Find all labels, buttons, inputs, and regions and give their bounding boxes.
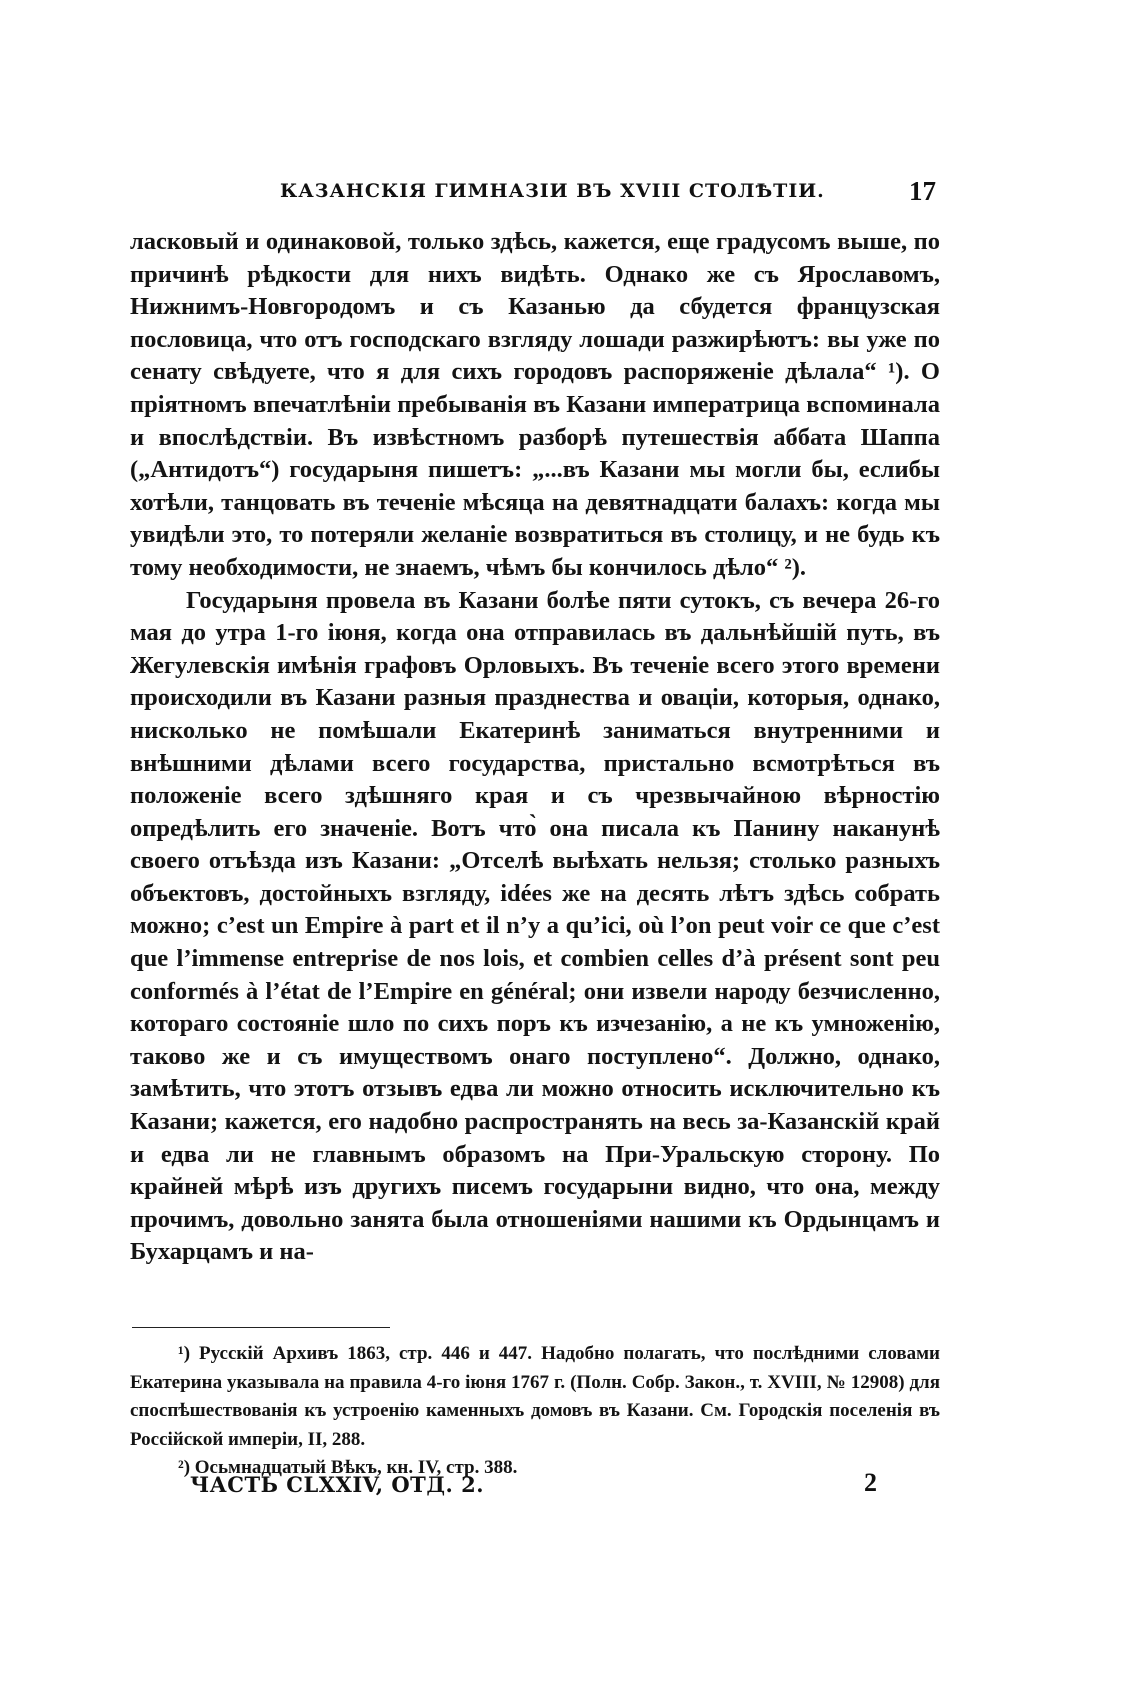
printer-signature: ЧАСТЬ CLXXIV, ОТД. 2. [190,1472,485,1497]
page-number: 17 [909,176,936,206]
footnote: ¹) Русскій Архивъ 1863, стр. 446 и 447. Надобно полагать, что послѣдними словами Екатерина указывала на правила 4-го іюня 1767 г. (Полн. Собр. Закон., т. XVIII, № 12908) для споспѣшествованія къ устроенію каменныхъ домовъ въ Казани. См. Городскія поселенія въ Россійской имперіи, II, 288. [130,1343,940,1450]
page-header [130,176,940,216]
body-text [130,226,940,1269]
footnotes [130,1340,940,1483]
sheet-number: 2 [864,1468,877,1497]
footnote: ²) Осьмнадцатый Вѣкъ, кн. IV, стр. 388. [178,1457,518,1478]
running-title: КАЗАНСКІЯ ГИМНАЗІИ ВЪ XVIII СТОЛѢТІИ. [280,180,825,202]
paragraph: Государыня провела въ Казани болѣе пяти сутокъ, съ вечера 26-го мая до утра 1-го іюня, когда она отправилась въ дальнѣйшій путь, въ Жегулевскія имѣнія графовъ Орловыхъ. Въ теченіе всего этого времени происходили въ Казани разныя празднества и оваціи, которыя, однако, нисколько не помѣшали Екатеринѣ заниматься внутренними и внѣшними дѣлами всего государства, пристально всмотрѣться въ положеніе всего здѣшняго края и съ чрезвычайною вѣрностію опредѣлить его значеніе. Вотъ что̀ она писала къ Панину наканунѣ своего отъѣзда изъ Казани: „Отселѣ выѣхать нельзя; столько разныхъ объектовъ, достойныхъ взгляду, idées же на десять лѣтъ здѣсь собрать можно; c’est un Empire à part et il n’y a qu’ici, où l’on peut voir ce que c’est que l’immense entreprise de nos lois, et combien celles d’à présent sont peu conformés à l’état de l’Empire en général; они извели народу безчисленно, котораго состояніе шло по сихъ поръ къ изчезанію, а не къ умноженію, таково же и съ имуществомъ онаго поступлено“. Должно, однако, замѣтить, что этотъ отзывъ едва ли можно относить исключительно къ Казани; кажется, его надобно распространять на весь за-Казанскій край и едва ли не главнымъ образомъ на При-Уральскую сторону. По крайней мѣрѣ изъ другихъ писемъ государыни видно, что она, между прочимъ, довольно занята была отношеніями нашими къ Ордынцамъ и Бухарцамъ и на- [130,586,940,1266]
footnote-divider [132,1327,390,1328]
paragraph: ласковый и одинаковой, только здѣсь, кажется, еще градусомъ выше, по причинѣ рѣдкости для нихъ видѣть. Однако же съ Ярославомъ, Нижнимъ-Новгородомъ и съ Казанью да сбудется французская пословица, что отъ господскаго взгляду лошади разжирѣютъ: вы уже по сенату свѣдуете, что я для сихъ городовъ распоряженіе дѣлала“ ¹). О пріятномъ впечатлѣніи пребыванія въ Казани императрица вспоминала и впослѣдствіи. Въ извѣстномъ разборѣ путешествія аббата Шаппа („Антидотъ“) государыня пишетъ: „...въ Казани мы могли бы, еслибы хотѣли, танцовать въ теченіе мѣсяца на девятнадцати балахъ: когда мы увидѣли это, то потеряли желаніе возвратиться въ столицу, и не будь къ тому необходимости, не знаемъ, чѣмъ бы кончилось дѣло“ ²). [130,228,940,581]
